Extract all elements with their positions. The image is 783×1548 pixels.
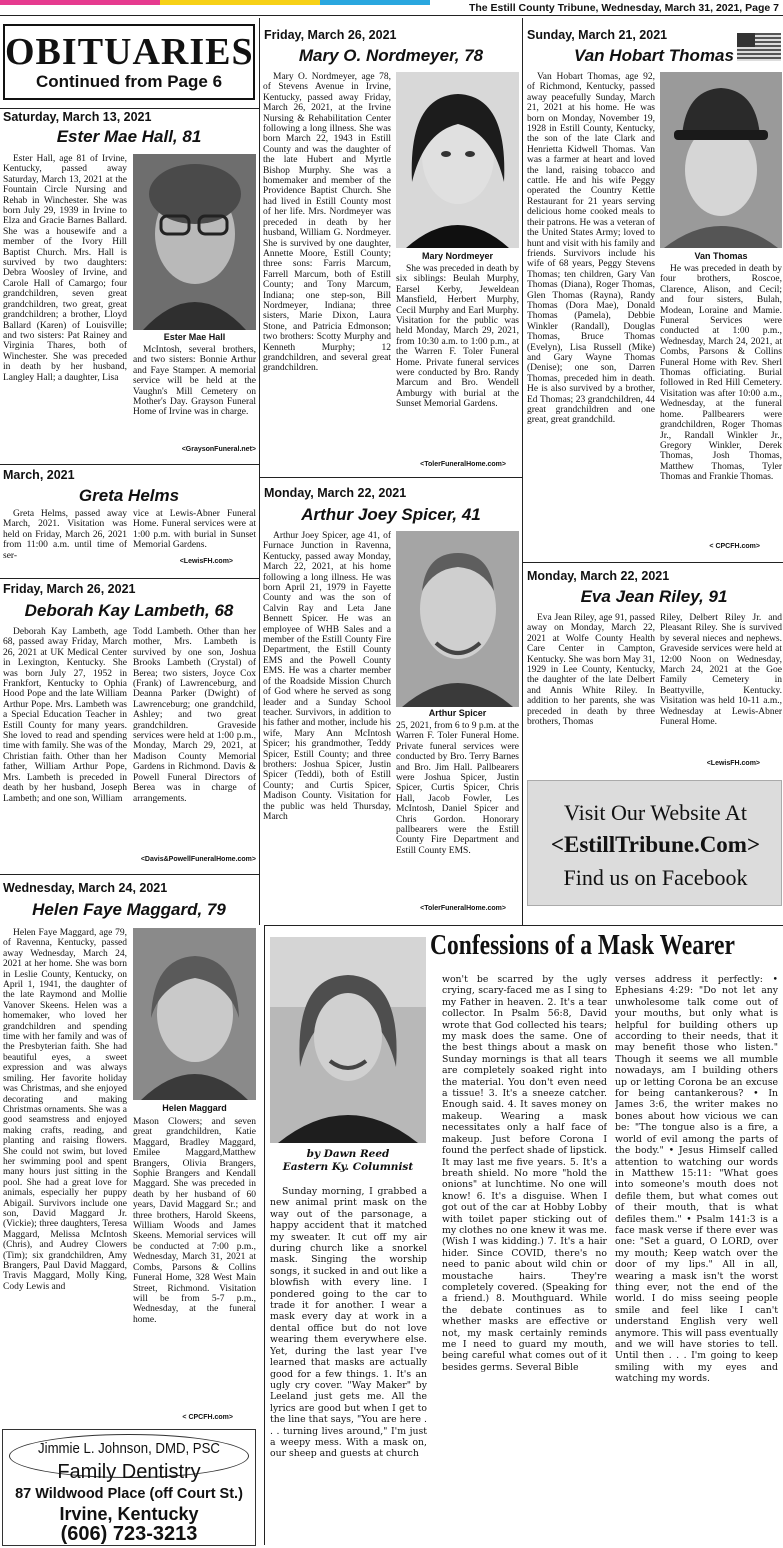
obit-date: Monday, March 22, 2021 bbox=[527, 569, 670, 583]
obit-date: Wednesday, March 24, 2021 bbox=[3, 881, 168, 895]
ad-line: Irvine, Kentucky bbox=[59, 1504, 199, 1524]
obit-text: She was preceded in death by six siblings: Beulah Murphy, Earsel Kerby, Jeweldean Mansfield, Herbert Murphy, Cecil Murphy and Earl Murphy. Visitation for the public was held Monday, March 29, 2021, from 10:30 a.m. to 1:00 p.m., at the Warren F. Toler Funeral Home. Private funeral services were conducted by Bro. Randy Marcum and Bro. Wendell Amburgy with burial at the Sunset Memorial Gardens. bbox=[396, 264, 519, 410]
ester-hall-photo bbox=[133, 154, 256, 330]
obit-text: Todd Lambeth. Other than her mother, Mrs. Lambeth is survived by one son, Joshua Brooks Lambeth (Crystal) of Berea; two sisters, Joyce Cox (Frank) of Lawrenceburg, and Deanna Parker (Dwight) of Lawrenceburg; one grandchild, Ashley; and two great grandchildren. Graveside services were held at 1:00 p.m., Monday, March 29, 2021, at Madison County Memorial Gardens in Richmond. Davis & Powell Funeral Directors of Berea was in charge of arrangements. bbox=[133, 627, 256, 804]
obit-name: Mary O. Nordmeyer, 78 bbox=[298, 46, 484, 65]
obit-source: <LewisFH.com> bbox=[179, 558, 233, 565]
obit-text: Mason Clowers; and seven great grandchildren, Katie Maggard, Bradley Maggard, Emilee Maggard,Matthew Brangers, Olivia Brangers, Sophie Brangers and Kendall Maggard. She was preceded in death by her husband of 60 years, David Maggard Sr.; and three brothers, Harold Skeens, William Woods and James Skeens. Memorial services will be conducted at 7:00 p.m., Wednesday, March 31, 2021 at Combs, Parsons & Collins Funeral Home, 328 West Main Street, Richmond. Visitation will be from 5-7 p.m., Wednesday, at the funeral home. bbox=[133, 1117, 256, 1325]
obit-name: Greta Helms bbox=[78, 486, 180, 505]
obit-source: <LewisFH.com> bbox=[706, 760, 760, 767]
column-text: won't be scarred by the ugly crying, scary-faced me as I sing to my Father in heaven. 2. It's a tear collector. In Psalm 56:8, David wrote that God collected his tears; my mask does the same. One of the best things about a mask on Sunday mornings is that all tears are completely soaked right into the material. You don't even need a tissue! 3. It's a sneeze catcher. Enough said. 4. It saves money on makeup. Wearing a mask necessitates only a half face of makeup. Just before Corona I found the perfect shade of lipstick. It may last me five years. 5. It's a breath shield. No more "hold the onions" at lunchtime. No one will know! 6. It's a disguise. When I got out of the car at Hobby Lobby with toilet paper sticking out of my clothes no one knew it was me. (Wish I was kidding.) 7. It's a hair hider. Since COVID, there's no need to panic about wild chin or moustache hairs. They're completely covered. (Speaking for a friend.) 8. Mouthguard. While the debate continues as to whether masks are effective or not, my mask certainly reminds me I need to guard my mouth, being careful what comes out of it besides germs. Several Bible bbox=[442, 974, 607, 1373]
ad-line: Visit Our Website At bbox=[564, 800, 747, 825]
obit-name: Deborah Kay Lambeth, 68 bbox=[24, 601, 234, 620]
obit-text: Mary O. Nordmeyer, age 78, of Stevens Avenue in Irvine, Kentucky, passed away Friday, March 26, 2021, at the Irvine Nursing & Rehabilitation Center following a long illness. She was born March 22, 1943 in Estill County and was the daughter of the late Hubert and Myrtle Bishop Murphy. She was a homemaker and member of the Providence Baptist Church. She had lived in Estill County most of her life. Mrs. Nordmeyer was preceded in death by her husband, William G. Nordmeyer. She is survived by one daughter, Annette Moore, Estill County; three sons: Farris Marcum, Farrell Marcum, both of Estill County; and Tony Marcum, Indiana; one step-son, Bill Nordmeyer, Indiana; three sisters, Marie Dixon, Laura Stone, and Patricia Edmonson; two brothers: Scotty Murphy and Kenneth Murphy; 12 grandchildren, and several great grandchildren. bbox=[263, 72, 391, 374]
newspaper-header: The Estill County Tribune, Wednesday, March 31, 2021, Page 7 bbox=[468, 2, 779, 14]
obit-text: Ester Hall, age 81 of Irvine, Kentucky, passed away Saturday, March 13, 2021 at the Fountain Circle Nursing and Rehab in Winchester. She was born July 29, 1939 in Irvine to Elza and Gracie Barnes Ballard. She was a housewife and a member of the Ivory Hill Baptist Church. Mrs. Hall is survived by two daughters: Debra Woosley of Irvine, and Carole Hall of Camargo; four grandchildren, seven great grandchildren, two great, great grandchildren; a brother, Lloyd Ballard (Karen) of Louisville; and two sisters: Pat Rainey and Virginia Thares, both of Winchester. She was preceded in death by her husband, Langley Hall; a daughter, Lisa bbox=[3, 154, 127, 383]
obit-source: <GraysonFuneral.net> bbox=[181, 446, 256, 453]
obit-source: < CPCFH.com> bbox=[709, 543, 760, 550]
dentist-ad bbox=[2, 1429, 256, 1546]
byline-title: Eastern Ky. Columnist bbox=[282, 1161, 414, 1173]
obit-date: March, 2021 bbox=[3, 468, 75, 482]
obit-name: Arthur Joey Spicer, 41 bbox=[301, 505, 481, 524]
photo-caption: Van Thomas bbox=[694, 251, 748, 261]
obit-name: Eva Jean Riley, 91 bbox=[580, 587, 728, 606]
obit-date: Sunday, March 21, 2021 bbox=[527, 28, 668, 42]
section-title: OBITUARIES bbox=[5, 31, 254, 73]
byline-author: by Dawn Reed bbox=[306, 1148, 390, 1160]
obit-text: McIntosh, several brothers, and two sisters: Bonnie Arthur and Faye Stamper. A memorial service will be held at the Vaughn's Mill Cemetery on Mother's Day. Grayson Funeral Home of Irvine was in charge. bbox=[133, 345, 256, 418]
obit-text: Arthur Joey Spicer, age 41, of Furnace Junction in Ravenna, Kentucky, passed away Monday, March 22, 2021, at his home following a long illness. He was born April 21, 1979 in Fayette County and was the son of Calvin Ray and Leta Jane Bennett Spicer. He was an employee of WHB Sales and a member of the Estill County Fire Department, the Estill County EMS and the Powell County EMS. He was a charter member of the Roadside Mission Church of God where he served as song leader and a Sunday School teacher. Survivors, in addition to his father and mother, include his wife, Mary Ann McIntosh Spicer; his grandmother, Teddy Spicer, Estill County; and three brothers: Joshua Spicer, Justin Spicer (Teddi), both of Estill County; and Curtis Spicer, Madison County. Visitation for the public was held Thursday, March bbox=[263, 531, 391, 822]
obit-text: Eva Jean Riley, age 91, passed away on Monday, March 22, 2021 at Wolfe County Health Care Center in Campton, Kentucky. She was born May 31, 1929 in Lee County, Kentucky, the daughter of the late Delbert and Annis White Riley. In addition to her parents, she was preceded in death by three brothers, Thomas bbox=[527, 613, 655, 728]
obit-date: Friday, March 26, 2021 bbox=[3, 582, 136, 596]
obit-text: Riley, Delbert Riley Jr. and Pleasant Riley. She is survived by several nieces and nephews. Graveside services were held at 12:00 Noon on Wednesday, March 24, 2021 at the Goe Family Cemetery in Beattyville, Kentucky. Visitation was held 10-11 a.m., Wednesday at Lewis-Abner Funeral Home. bbox=[660, 613, 782, 728]
page-header bbox=[0, 0, 783, 16]
helen-maggard-photo bbox=[133, 928, 256, 1100]
obit-text: Greta Helms, passed away March, 2021. Visitation was held on Friday, March 26, 2021 from 11:00 a.m. until time of ser- bbox=[3, 509, 127, 561]
ad-phone: (606) 723-3213 bbox=[60, 1523, 198, 1545]
photo-caption: Ester Mae Hall bbox=[163, 332, 226, 342]
obit-name: Van Hobart Thomas bbox=[574, 46, 734, 65]
obituaries-banner bbox=[3, 24, 255, 100]
obit-name: Helen Faye Maggard, 79 bbox=[32, 900, 226, 919]
obit-text: 25, 2021, from 6 to 9 p.m. at the Warren F. Toler Funeral Home. Private funeral services were conducted by Bro. Terry Barnes and Bro. Jim Hall. Pallbearers were Joshua Spicer, Justin Spicer, Curtis Spicer, Chris Hall, Jacob Fowler, Les McIntosh, Daniel Spicer and Chris Gordon. Honorary pallbearers were the Estill County Fire Department and Estill County EMS. bbox=[396, 721, 519, 856]
ad-line: Jimmie L. Johnson, DMD, PSC bbox=[38, 1440, 220, 1457]
mary-nordmeyer-photo bbox=[396, 72, 519, 248]
obit-name: Ester Mae Hall, 81 bbox=[56, 127, 202, 146]
obit-date: Monday, March 22, 2021 bbox=[264, 486, 407, 500]
website-ad bbox=[527, 780, 782, 906]
ad-line: Family Dentistry bbox=[57, 1461, 201, 1483]
obit-text: Van Hobart Thomas, age 92, of Richmond, Kentucky, passed away peacefully Sunday, March 21, 2021 at his home. He was born on Monday, November 19, 1928 in Estill County, Kentucky, the son of the late Clark and Henrietta Kidwell Thomas. Van was a farmer at heart and loved the land, raising tobacco and cattle. He and his wife Peggy operated the Country Kettle Restaurant for 21 years serving delicious home cooked meals to their patrons. He was a veteran of the United States Army; loved to hunt and visit with his family and friends. Survivors include his wife of 68 years, Peggy Stevens Thomas; ten children, Gary Van Thomas (Diana), Roger Thomas, Glen Thomas (Rayna), Randy Thomas (Dora Mae), Donald Thomas (Pamela), Debbie Winkler (Randall), Douglas Thomas, Bruce Thomas (Evelyn), Lisa Russell (Mike) and Gary Wayne Thomas (Denise); one son, Darren Thomas, preceded him in death. He is also survived by a brother, Ed Thomas; 23 grandchildren, 44 great grandchildren and one great, great grandchild. bbox=[527, 72, 655, 426]
obit-text: Helen Faye Maggard, age 79, of Ravenna, Kentucky, passed away Wednesday, March 24, 2021 at her home. She was born in Leslie County, Kentucky, on April 1, 1941, the daughter of the late Raymond and Mollie Vanover Skeens. Helen was a homemaker, who loved her grandchildren and spending time with her family and was of the Presbyterian faith. She had beautiful eyes, a sweet expression and was always smiling. Her favorite holiday was Christmas, and she enjoyed decorating and making Christmas ornaments. She was a good seamstress and enjoyed making crafts, reading, and planting and raising flowers. She could not swim, but loved her swimming pool and spent many hours just sitting in the pool. She had a great love for animals, especially her puppy Abigail. Survivors include one son, David Maggard Jr. (Vickie); three daughters, Teresa Maggard, Melissa McIntosh (Chris), and Audrey Clowers (Tim); six grandchildren, Amy Brangers, Paul David Maggard, Travis Maggard, Molly King, Cody Lewis and bbox=[3, 928, 127, 1292]
obit-text: He was preceded in death by four brothers, Roscoe, Clarence, Alison, and Cecil; and four sisters, Bulah, Modean, Loraine and Mamie. Funeral Services were conducted at 1:00 p.m., Wednesday, March 24, 2021, at Combs, Parsons & Collins Funeral Home with Rev. Sherl Thomas officiating. Burial followed in Red Hill Cemetery. Visitation was after 10:00 a.m., Wednesday, at the funeral home. Pallbearers were grandchildren, Roger Thomas Jr., Randall Winkler Jr., Gregory Winkler, Derek Thomas, Josh Thomas, Matthew Thomas, Tyler Thomas and Frankie Thomas. bbox=[660, 264, 782, 483]
obit-date: Friday, March 26, 2021 bbox=[264, 28, 397, 42]
van-thomas-photo bbox=[660, 72, 782, 248]
photo-caption: Helen Maggard bbox=[162, 1103, 227, 1113]
obit-source: <TolerFuneralHome.com> bbox=[420, 461, 506, 468]
obit-text: Deborah Kay Lambeth, age 68, passed away Friday, March 26, 2021 at UK Medical Center in Lexington, Kentucky. She was born July 27, 1952 in Frankfort, Kentucky to Ophia Hood Pope and the late William Arthur Pope. Mrs. Lambeth was a Special Education Teacher in Estill County for many years. She loved to read and spending time with family. She was of the Christian faith. Other than her father, William Arthur Pope, Mrs. Lambeth is preceded in death by her husband, Joseph Lambeth; and one son, William bbox=[3, 627, 127, 804]
obit-source: < CPCFH.com> bbox=[182, 1414, 233, 1421]
obit-source: <TolerFuneralHome.com> bbox=[420, 905, 506, 912]
obit-text: vice at Lewis-Abner Funeral Home. Funeral services were at 1:00 p.m. with burial in Sunset Memorial Gardens. bbox=[133, 509, 256, 551]
website-link[interactable]: <EstillTribune.Com> bbox=[550, 832, 761, 857]
column-title: Confessions of a Mask Wearer bbox=[430, 930, 735, 961]
photo-caption: Arthur Spicer bbox=[428, 708, 487, 718]
photo-caption: Mary Nordmeyer bbox=[421, 251, 494, 261]
ad-line: Find us on Facebook bbox=[563, 865, 748, 890]
ad-line: 87 Wildwood Place (off Court St.) bbox=[15, 1486, 243, 1502]
column-text: Sunday morning, I grabbed a new animal print mask on the way out of the parsonage, a happy accident that it matched my sweater. It cut off my air during church like a snorkel mask. Singing the worship songs, it sucked in and out like a blowfish with every line. I pondered going to the car to trade it for another. I wear a mask every day at work in a dental office but do not love wearing them everywhere else. Yet, during the last year I've learned that masks are actually good for a few things. 1. It's an ugly cry cover. "Way Maker" by Leeland just gets me. All the lyrics are good but when I get to the line that says, "You are here . . . turning lives around," I'm just a weepy mess. With a mask on, our sheep and guests at church bbox=[270, 1186, 427, 1460]
arthur-spicer-photo bbox=[396, 531, 519, 707]
obit-date: Saturday, March 13, 2021 bbox=[3, 110, 152, 124]
dawn-reed-photo bbox=[270, 937, 426, 1143]
column-text: verses address it perfectly: • Ephesians 4:29: "Do not let any unwholesome talk come out of your mouths, but only what is helpful for building others up according to their needs, that it may benefit those who listen." Though it seems we all mumble nowadays, am I building others up or letting Corona be an excuse for being cantankerous? • In James 3:6, the writer makes no bones about how vicious we can be: "The tongue also is a fire, a world of evil among the parts of the body." • Jesus Himself called attention to watching our words in Matthew 15:11: "What goes into someone's mouth does not defile them, but what comes out of their mouth, that is what defiles them." • Psalm 141:3 is a face mask verse if there ever was one: "Set a guard, O LORD, over my mouth; Keep watch over the door of my lips." All in all, wearing a mask isn't the worst thing ever, not the end of the world. I do miss seeing people smile and feel like I can't understand English very well anymore. This will pass eventually and we will have stories to tell. Until then . . . I'm going to keep smiling with my eyes and watching my words. bbox=[615, 974, 778, 1385]
obit-source: <Davis&PowellFuneralHome.com> bbox=[140, 856, 256, 863]
section-subtitle: Continued from Page 6 bbox=[35, 72, 223, 91]
byline bbox=[270, 1148, 426, 1174]
